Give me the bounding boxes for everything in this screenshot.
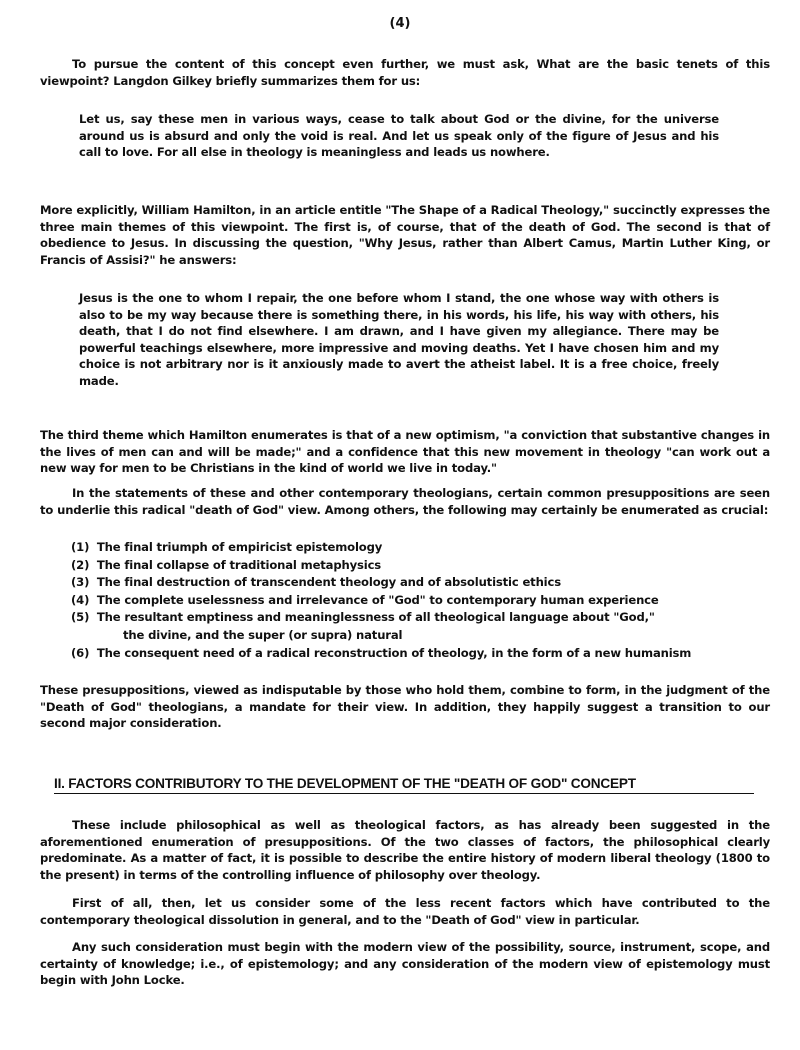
list-item: (3) The final destruction of transcendent theology and of absolutistic ethics: [71, 575, 561, 590]
hamilton-block-quote: Jesus is the one to whom I repair, the one before whom I stand, the one whose way with others is also to be my way because there is something there, in his words, his life, his way with others, his death, that I do not find elsewhere. I am drawn, and I have given my allegiance. There may be powerful teachings elsewhere, more impressive and moving deaths. Yet I have chosen him and my choice is not arbitrary nor is it anxiously made to avert the atheist label. It is a free choice, freely made.: [79, 291, 719, 388]
intro-paragraph: To pursue the content of this concept even further, we must ask, What are the basic tenets of this viewpoint? Langdon Gilkey briefly summarizes them for us:: [40, 57, 770, 88]
list-item: (2) The final collapse of traditional metaphysics: [71, 557, 382, 572]
third-theme-paragraph: The third theme which Hamilton enumerates is that of a new optimism, "a conviction that substantive changes in the lives of men can and will be made;" and a confidence that this new movement in theology "can work out a new way for men to be Christians in the kind of world we live in today.": [40, 428, 770, 476]
list-item: (6) The consequent need of a radical reconstruction of theology, in the form of a new humanism: [71, 645, 692, 660]
presuppositions-list: [71, 539, 771, 662]
section-heading: II. FACTORS CONTRIBUTORY TO THE DEVELOPMENT OF THE "DEATH OF GOD" CONCEPT: [54, 776, 754, 794]
first-of-all-paragraph: First of all, then, let us consider some of the less recent factors which have contributed to the contemporary theological dissolution in general, and to the "Death of God" view in particular.: [40, 896, 770, 927]
page-number: (4): [389, 16, 411, 31]
hamilton-intro-paragraph: More explicitly, William Hamilton, in an article entitle "The Shape of a Radical Theology," succinctly expresses the three main themes of this viewpoint. The first is, of course, that of the death of God. The second is that of obedience to Jesus. In discussing the question, "Why Jesus, rather than Albert Camus, Martin Luther King, or Francis of Assisi?" he answers:: [40, 203, 770, 267]
locke-paragraph: Any such consideration must begin with the modern view of the possibility, source, instrument, scope, and certainty of knowledge; i.e., of epistemology; and any consideration of the modern view of epistemology must begin with John Locke.: [40, 940, 770, 988]
gilkey-block-quote: Let us, say these men in various ways, cease to talk about God or the divine, for the universe around us is absurd and only the void is real. And let us speak only of the figure of Jesus and his call to love. For all else in theology is meaningless and leads us nowhere.: [79, 112, 719, 160]
factors-intro-paragraph: These include philosophical as well as theological factors, as has already been suggested in the aforementioned enumeration of presuppositions. Of the two classes of factors, the philosophical clearly predominate. As a matter of fact, it is possible to describe the entire history of modern liberal theology (1800 to the present) in terms of the controlling influence of philosophy over theology.: [40, 818, 770, 882]
list-item: (1) The final triumph of empiricist epistemology: [71, 540, 383, 554]
list-item: (5) The resultant emptiness and meaninglessness of all theological language about "God," the divine, and the super (or supra) natural: [71, 610, 655, 642]
presuppositions-conclusion-paragraph: These presuppositions, viewed as indisputable by those who hold them, combine to form, in the judgment of the "Death of God" theologians, a mandate for their view. In addition, they happily suggest a transition to our second major consideration.: [40, 683, 770, 731]
list-item: (4) The complete uselessness and irrelevance of "God" to contemporary human experience: [71, 592, 659, 607]
presuppositions-intro-paragraph: In the statements of these and other contemporary theologians, certain common presuppositions are seen to underlie this radical "death of God" view. Among others, the following may certainly be enumerated as crucial:: [40, 486, 770, 517]
